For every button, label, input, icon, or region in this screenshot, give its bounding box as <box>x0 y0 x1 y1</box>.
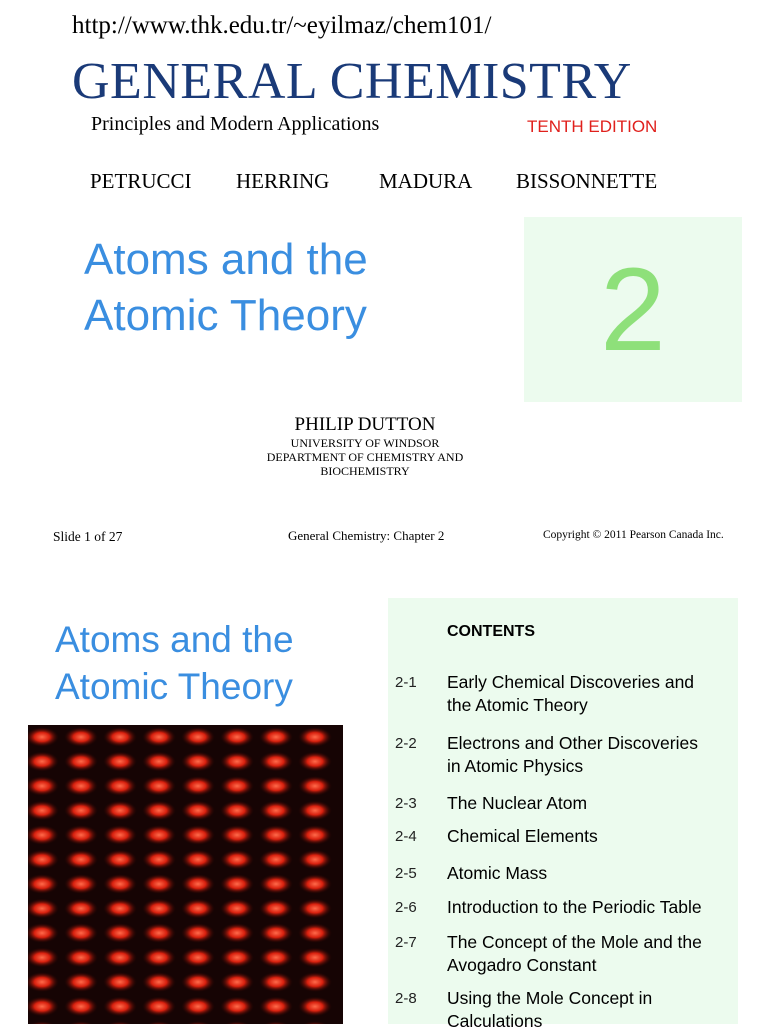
toc-line: Chemical Elements <box>447 826 598 846</box>
toc-line: Atomic Mass <box>447 863 548 883</box>
atom-blob <box>142 752 176 772</box>
book-subtitle: Principles and Modern Applications <box>91 113 380 135</box>
slide2-title-line1: Atoms and the <box>55 619 294 660</box>
atom-blob <box>298 776 332 796</box>
author-herring: HERRING <box>236 169 330 193</box>
toc-item <box>447 896 737 919</box>
toc-line: Avogadro Constant <box>447 955 597 975</box>
toc-number: 2-3 <box>395 795 417 812</box>
author-madura: MADURA <box>379 169 473 193</box>
toc-line: the Atomic Theory <box>447 695 588 715</box>
toc-item <box>447 732 737 778</box>
atom-blob <box>259 776 293 796</box>
atom-blob <box>103 825 137 845</box>
atom-blob <box>142 776 176 796</box>
toc-line: Calculations <box>447 1011 543 1031</box>
footer-copyright: Copyright © 2011 Pearson Canada Inc. <box>543 529 724 541</box>
atom-blob <box>181 850 215 870</box>
atom-blob <box>103 801 137 821</box>
atom-blob <box>64 972 98 992</box>
atom-blob <box>103 899 137 919</box>
toc-item <box>447 987 737 1033</box>
atom-blob <box>181 825 215 845</box>
toc-number: 2-6 <box>395 899 417 916</box>
atom-blob <box>142 727 176 747</box>
author-bissonnette: BISSONNETTE <box>516 169 658 193</box>
toc-item <box>447 931 737 977</box>
atom-blob <box>103 923 137 943</box>
atom-blob <box>220 825 254 845</box>
slide2-title-line2: Atomic Theory <box>55 666 293 707</box>
atom-blob <box>103 850 137 870</box>
atom-blob <box>64 948 98 968</box>
toc-item <box>447 792 737 815</box>
atom-blob <box>103 727 137 747</box>
edition-label: TENTH EDITION <box>527 117 658 136</box>
toc-line: Early Chemical Discoveries and <box>447 672 695 692</box>
atom-blob <box>220 850 254 870</box>
atom-blob <box>64 923 98 943</box>
toc-number: 2-1 <box>395 674 417 691</box>
atom-blob <box>298 874 332 894</box>
atom-blob <box>64 801 98 821</box>
toc-number: 2-2 <box>395 735 417 752</box>
atom-blob <box>64 825 98 845</box>
atom-blob <box>103 997 137 1017</box>
atom-blob <box>259 801 293 821</box>
toc-number: 2-8 <box>395 990 417 1007</box>
atom-blob <box>298 923 332 943</box>
atom-blob <box>220 923 254 943</box>
atom-blob <box>220 776 254 796</box>
atom-blob <box>220 874 254 894</box>
presenter-name: PHILIP DUTTON <box>294 414 436 435</box>
toc-number: 2-7 <box>395 934 417 951</box>
footer-chapter: General Chemistry: Chapter 2 <box>288 528 445 543</box>
affiliation-university: UNIVERSITY OF WINDSOR <box>290 436 440 450</box>
atom-blob <box>64 874 98 894</box>
atom-blob <box>64 997 98 1017</box>
atom-blob <box>181 776 215 796</box>
atom-blob <box>142 850 176 870</box>
affiliation-department: DEPARTMENT OF CHEMISTRY AND <box>266 450 464 464</box>
toc-item <box>447 825 737 848</box>
atom-blob <box>259 972 293 992</box>
atom-blob <box>142 972 176 992</box>
atom-blob <box>220 948 254 968</box>
atom-blob <box>259 874 293 894</box>
atom-blob <box>298 899 332 919</box>
atom-blob <box>142 825 176 845</box>
book-title: GENERAL CHEMISTRY <box>72 53 632 110</box>
atom-blob <box>181 752 215 772</box>
toc-line: Introduction to the Periodic Table <box>447 897 702 917</box>
slide2-title <box>55 616 294 710</box>
atom-blob <box>103 752 137 772</box>
atom-blob <box>142 801 176 821</box>
atom-blob <box>64 727 98 747</box>
atom-blob <box>220 727 254 747</box>
author-petrucci: PETRUCCI <box>90 169 192 193</box>
atom-blob <box>220 801 254 821</box>
atom-blob <box>259 948 293 968</box>
affiliation-department-cont: BIOCHEMISTRY <box>320 464 410 478</box>
toc-line: The Nuclear Atom <box>447 793 588 813</box>
contents-heading: CONTENTS <box>447 623 535 640</box>
atom-blob <box>142 874 176 894</box>
atom-blob <box>181 801 215 821</box>
chapter-number: 2 <box>600 243 666 376</box>
atom-blob <box>64 899 98 919</box>
toc-line: Using the Mole Concept in <box>447 988 653 1008</box>
chapter-title <box>84 232 368 344</box>
atom-blob <box>298 972 332 992</box>
atom-blob <box>259 752 293 772</box>
slide-counter: Slide 1 of 27 <box>53 529 123 544</box>
atom-blob <box>220 899 254 919</box>
atom-blob <box>103 776 137 796</box>
atomic-lattice-image <box>28 725 343 1024</box>
chapter-title-line2: Atomic Theory <box>84 291 367 340</box>
atom-blob <box>64 850 98 870</box>
toc-number: 2-5 <box>395 865 417 882</box>
atom-blob <box>181 727 215 747</box>
chapter-title-line1: Atoms and the <box>84 235 368 284</box>
atom-blob <box>259 923 293 943</box>
atom-blob <box>298 801 332 821</box>
atom-blob <box>142 948 176 968</box>
atom-blob <box>181 899 215 919</box>
toc-line: Electrons and Other Discoveries <box>447 733 698 753</box>
toc-number: 2-4 <box>395 828 417 845</box>
atom-blob <box>259 899 293 919</box>
presenter-block <box>200 414 530 478</box>
atom-blob <box>298 727 332 747</box>
atom-blob <box>64 776 98 796</box>
atom-blob <box>298 850 332 870</box>
atom-blob <box>103 972 137 992</box>
atom-blob <box>220 997 254 1017</box>
atom-blob <box>181 923 215 943</box>
atom-blob <box>259 727 293 747</box>
atom-blob <box>298 825 332 845</box>
toc-line: in Atomic Physics <box>447 756 584 776</box>
atom-blob <box>259 850 293 870</box>
atom-blob <box>220 972 254 992</box>
atom-blob <box>64 752 98 772</box>
atom-blob <box>181 972 215 992</box>
atom-blob <box>259 997 293 1017</box>
atom-blob <box>181 948 215 968</box>
atom-blob <box>298 752 332 772</box>
source-url: http://www.thk.edu.tr/~eyilmaz/chem101/ <box>72 12 492 39</box>
atom-blob <box>259 825 293 845</box>
toc-item <box>447 671 737 717</box>
atom-blob <box>142 997 176 1017</box>
toc-line: The Concept of the Mole and the <box>447 932 702 952</box>
atom-blob <box>181 997 215 1017</box>
atom-blob <box>181 874 215 894</box>
atom-blob <box>103 948 137 968</box>
atomic-lattice-graphic <box>28 725 343 1024</box>
atom-blob <box>142 899 176 919</box>
atom-blob <box>142 923 176 943</box>
chapter-number-box <box>524 217 742 402</box>
atom-blob <box>103 874 137 894</box>
atom-blob <box>220 752 254 772</box>
atom-blob <box>298 948 332 968</box>
contents-panel <box>388 598 738 1031</box>
toc-item <box>447 862 737 885</box>
atom-blob <box>298 997 332 1017</box>
